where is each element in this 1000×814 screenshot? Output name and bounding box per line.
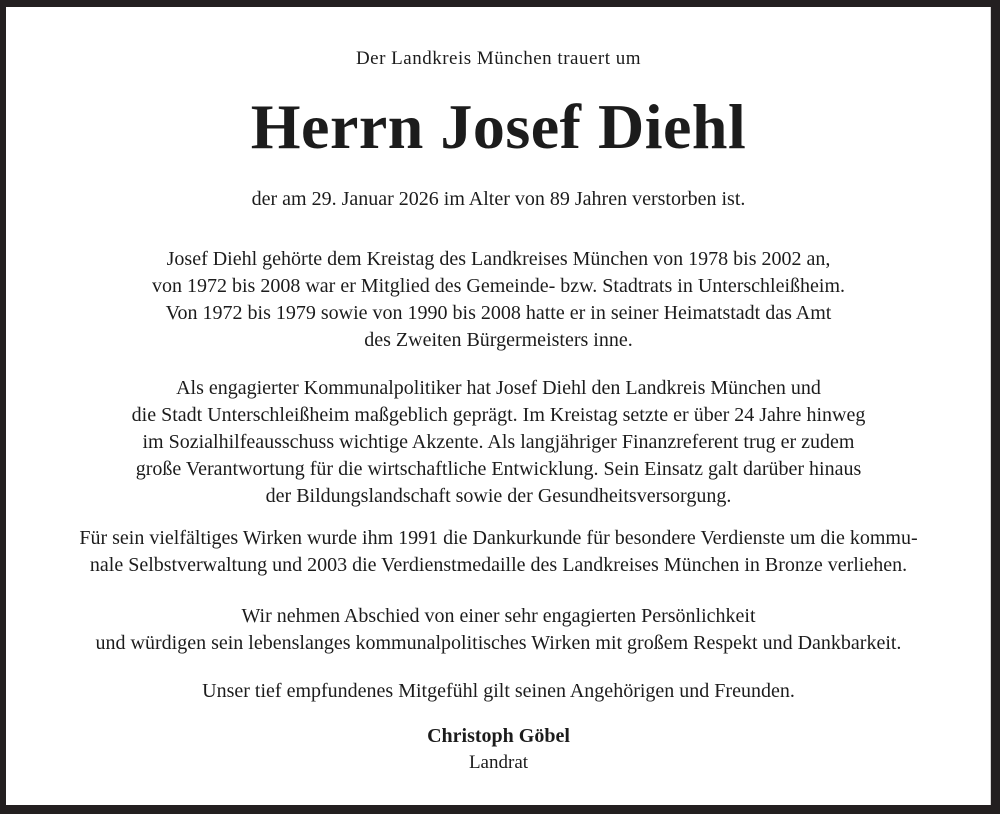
obituary-paragraph-farewell (6, 603, 991, 657)
paragraph-line: im Sozialhilfeausschuss wichtige Akzente. Als langjähriger Finanzreferent trug er zudem (142, 431, 855, 453)
deceased-name: Herrn Josef Diehl (250, 91, 747, 162)
notice-content (6, 7, 991, 805)
paragraph-line: Für sein vielfältiges Wirken wurde ihm 1991 die Dankurkunde für besondere Verdienste um die kommu- (79, 527, 918, 549)
paragraph-line: Von 1972 bis 1979 sowie von 1990 bis 2008 hatte er in seiner Heimatstadt das Amt (165, 302, 832, 324)
paragraph-line: die Stadt Unterschleißheim maßgeblich geprägt. Im Kreistag setzte er über 24 Jahre hinweg (131, 404, 866, 426)
paragraph-line: nale Selbstverwaltung und 2003 die Verdienstmedaille des Landkreises München in Bronze verliehen. (89, 554, 908, 576)
paragraph-line: der Bildungslandschaft sowie der Gesundheitsversorgung. (265, 485, 732, 507)
paragraph-line: Josef Diehl gehörte dem Kreistag des Landkreises München von 1978 bis 2002 an, (166, 248, 831, 270)
paragraph-line: des Zweiten Bürgermeisters inne. (364, 329, 633, 351)
paragraph-line: große Verantwortung für die wirtschaftliche Entwicklung. Sein Einsatz galt darüber hinaus (135, 458, 862, 480)
obituary-paragraph-condolence (6, 678, 991, 705)
signature-role: Landrat (468, 752, 529, 773)
paragraph-line: Als engagierter Kommunalpolitiker hat Josef Diehl den Landkreis München und (176, 377, 821, 399)
paragraph-line: Wir nehmen Abschied von einer sehr engagierten Persönlichkeit (241, 605, 756, 627)
paragraph-line: und würdigen sein lebenslanges kommunalpolitisches Wirken mit großem Respekt und Dankbarkeit. (95, 632, 902, 654)
opener-line: Der Landkreis München trauert um (355, 48, 642, 69)
signature-name: Christoph Göbel (427, 725, 570, 747)
death-date-line: der am 29. Januar 2026 im Alter von 89 Jahren verstorben ist. (251, 188, 746, 210)
obituary-paragraph-achievements (6, 375, 991, 510)
obituary-paragraph-honors (6, 525, 991, 579)
paragraph-line: von 1972 bis 2008 war er Mitglied des Gemeinde- bzw. Stadtrats in Unterschleißheim. (152, 275, 845, 297)
paragraph-line: Unser tief empfundenes Mitgefühl gilt seinen Angehörigen und Freunden. (202, 680, 795, 702)
obituary-paragraph-career (6, 246, 991, 354)
